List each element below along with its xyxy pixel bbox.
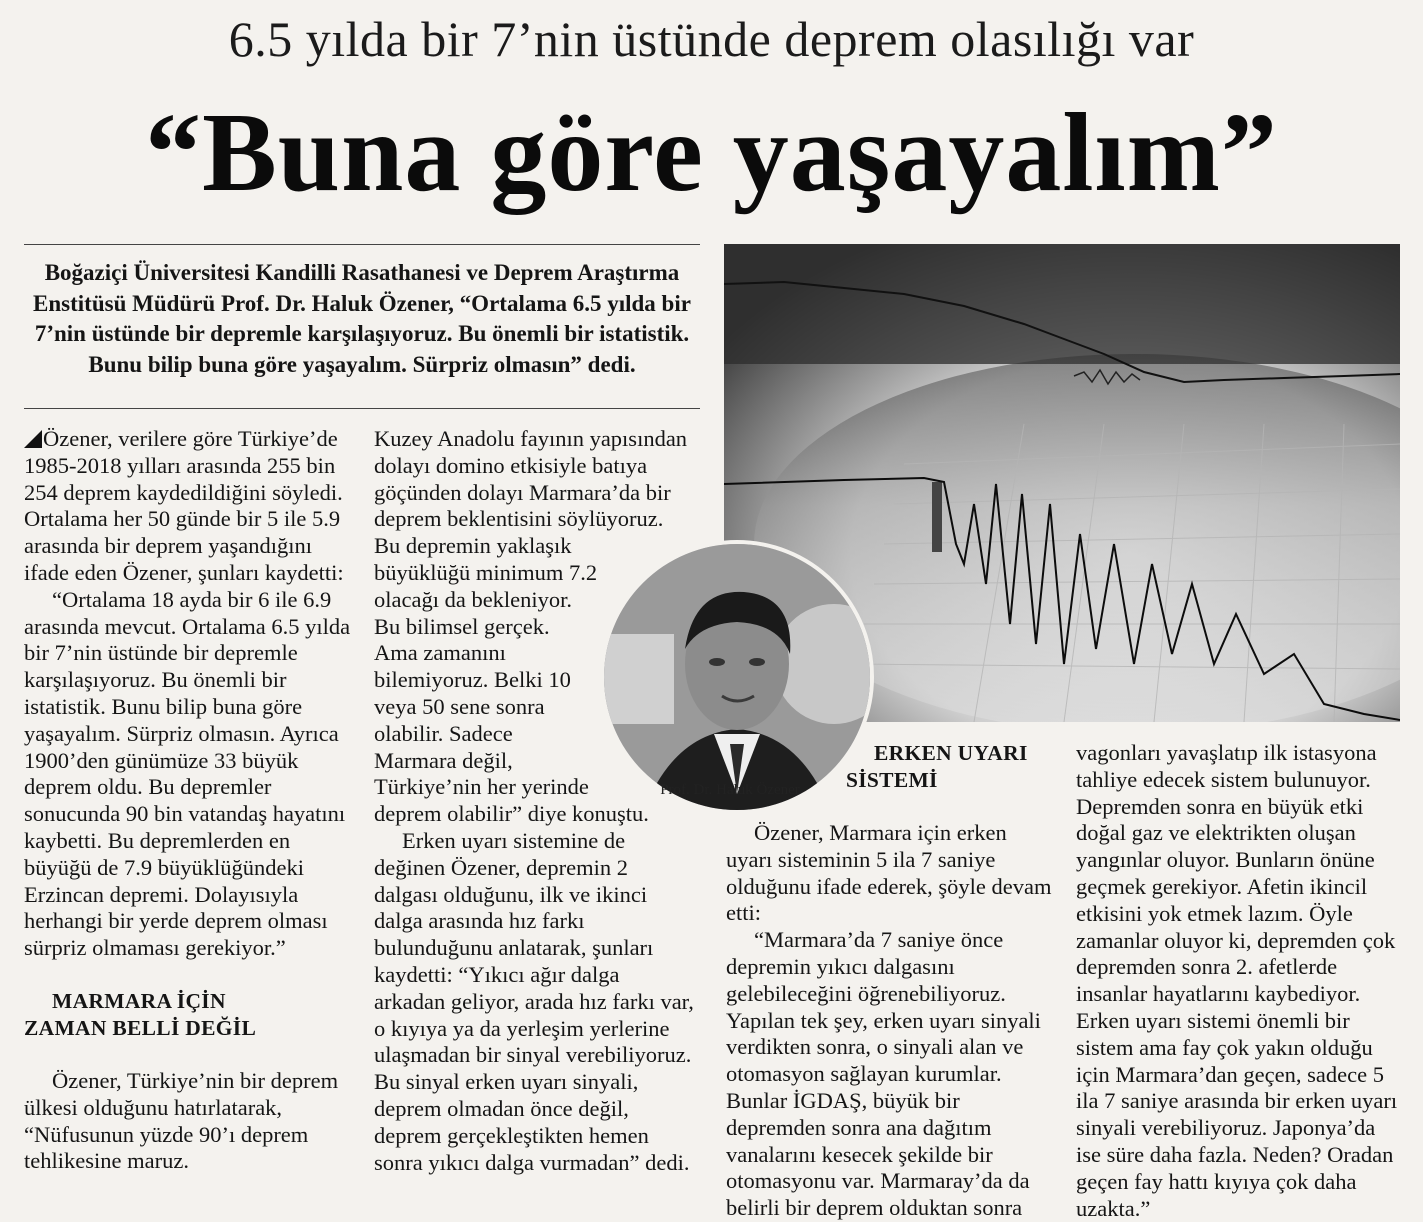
col1-subhead: MARMARA İÇİN ZAMAN BELLİ DEĞİL <box>24 988 257 1040</box>
lede-top-rule <box>24 244 700 245</box>
kicker-headline: 6.5 yılda bir 7’nin üstünde deprem olasılığı var <box>228 11 1195 67</box>
col4-paragraph-1: vagonları yavaşlatıp ilk istasyona tahliye edecek sistem bulunuyor. Depremden sonra en büyük etki doğal gaz ve elektrikten oluşan yangınlar oluyor. Bunların önüne geçmek gerekiyor. Afetin ikincil etkisini yok etmek lazım. Öyle zamanlar oluyor ki, depremden çok depremden sonra 2. afetlerde insanlar hayatlarını kaybediyor. Erken uyarı sistemi önemli bir sistem ama fay çok yakın olduğu için Marmara’dan geçen, sadece 5 ila 7 saniye arasında bir erken uyarı sinyali verebiliyoruz. Japonya’da ise süre daha fazla. Neden? Oradan geçen fay hattı kıyıya çok daha uzakta.” <box>1076 740 1398 1221</box>
col1-paragraph-3: Özener, Türkiye’nin bir deprem ülkesi olduğunu hatırlatarak, “Nüfusunun yüzde 90’ı deprem tehlikesine maruz. <box>24 1067 339 1174</box>
lede-bottom-rule <box>24 408 700 409</box>
col2-paragraph-1: Kuzey Anadolu fayının yapısından dolayı domino etkisiyle batıya göçünden dolayı Marmara’da bir deprem beklentisini söylüyoruz. Bu depremin yaklaşık büyüklüğü minimum 7.2 olacağı da bekleniyor. Bu bilimsel gerçek. Ama zamanını bilemiyoruz. Belki 10 veya 50 sene sonra olabilir. Sadece Marmara değil, Türkiye’nin her yerinde deprem olabilir” diye konuştu. <box>374 426 688 827</box>
col1-paragraph-1: Özener, verilere göre Türkiye’de 1985-2018 yılları arasında 255 bin 254 deprem kaydedildiğini söyledi. Ortalama her 50 günde bir 5 ile 5.9 arasında bir deprem yaşandığını ifade eden Özener, şunları kaydetti: <box>24 426 344 585</box>
column-3 <box>726 740 1054 1222</box>
column-2 <box>374 426 694 1176</box>
col2-paragraph-2: Erken uyarı sistemine de değinen Özener, depremin 2 dalgası olduğunu, ilk ve ikinci dalga arasında hız farkı bulunduğunu anlatarak, şunları kaydetti: “Yıkıcı ağır dalga arkadan geliyor, arada hız farkı var, o kıyıya ya da yerleşim yerlerine ulaşmadan bir sinyal verebiliyoruz. Bu sinyal erken uyarı sinyali, deprem olmadan önce değil, deprem gerçekleştikten hemen sonra yıkıcı dalga vurmadan” dedi. <box>374 827 694 1175</box>
column-4 <box>1076 740 1400 1222</box>
col3-paragraph-1: Özener, Marmara için erken uyarı sisteminin 5 ila 7 saniye olduğunu ifade ederek, şöyle devam etti: <box>726 820 1052 926</box>
main-headline: “Buna göre yaşayalım” <box>145 91 1278 215</box>
column-1 <box>24 426 354 1175</box>
col3-subhead: ERKEN UYARI SİSTEMİ <box>846 741 1028 792</box>
col1-paragraph-2: “Ortalama 18 ayda bir 6 ile 6.9 arasında mevcut. Ortalama 6.5 yılda bir 7’nin üstünde bir depremle karşılaşıyoruz. Bu önemli bir istatistik. Bunu bilip buna göre yaşayalım. Sürpriz olmasın. Ayrıca 1900’den günümüze 33 büyük deprem oldu. Bu depremler sonucunda 90 bin vatandaş hayatını kaybetti. Bu depremlerden en büyüğü de 7.9 büyüklüğündeki Erzincan depremi. Dolayısıyla herhangi bir yerde deprem olması sürpriz olmaması gerekiyor.” <box>24 586 351 961</box>
col3-paragraph-2: “Marmara’da 7 saniye önce depremin yıkıcı dalgasını gelebileceğini öğrenebiliyoruz. Yapılan tek şey, erken uyarı sinyali verdikten sonra, o sinyali alan ve otomasyon sağlayan kurumlar. Bunlar İGDAŞ, büyük bir depremden sonra ana dağıtım vanalarını kesecek şekilde bir otomasyonu var. Marmaray’da da belirli bir deprem olduktan sonra <box>726 927 1041 1221</box>
photo-caption: Prof. Dr. Haluk Özener <box>660 782 800 798</box>
triangle-marker-icon <box>24 430 42 448</box>
lede-paragraph: Boğaziçi Üniversitesi Kandilli Rasathanesi ve Deprem Araştırma Enstitüsü Müdürü Prof. Dr. Haluk Özener, “Ortalama 6.5 yılda bir 7’nin üstünde bir depremle karşılaşıyoruz. Bu önemli bir istatistik. Bunu bilip buna göre yaşayalım. Sürpriz olmasın” dedi. <box>33 260 691 377</box>
